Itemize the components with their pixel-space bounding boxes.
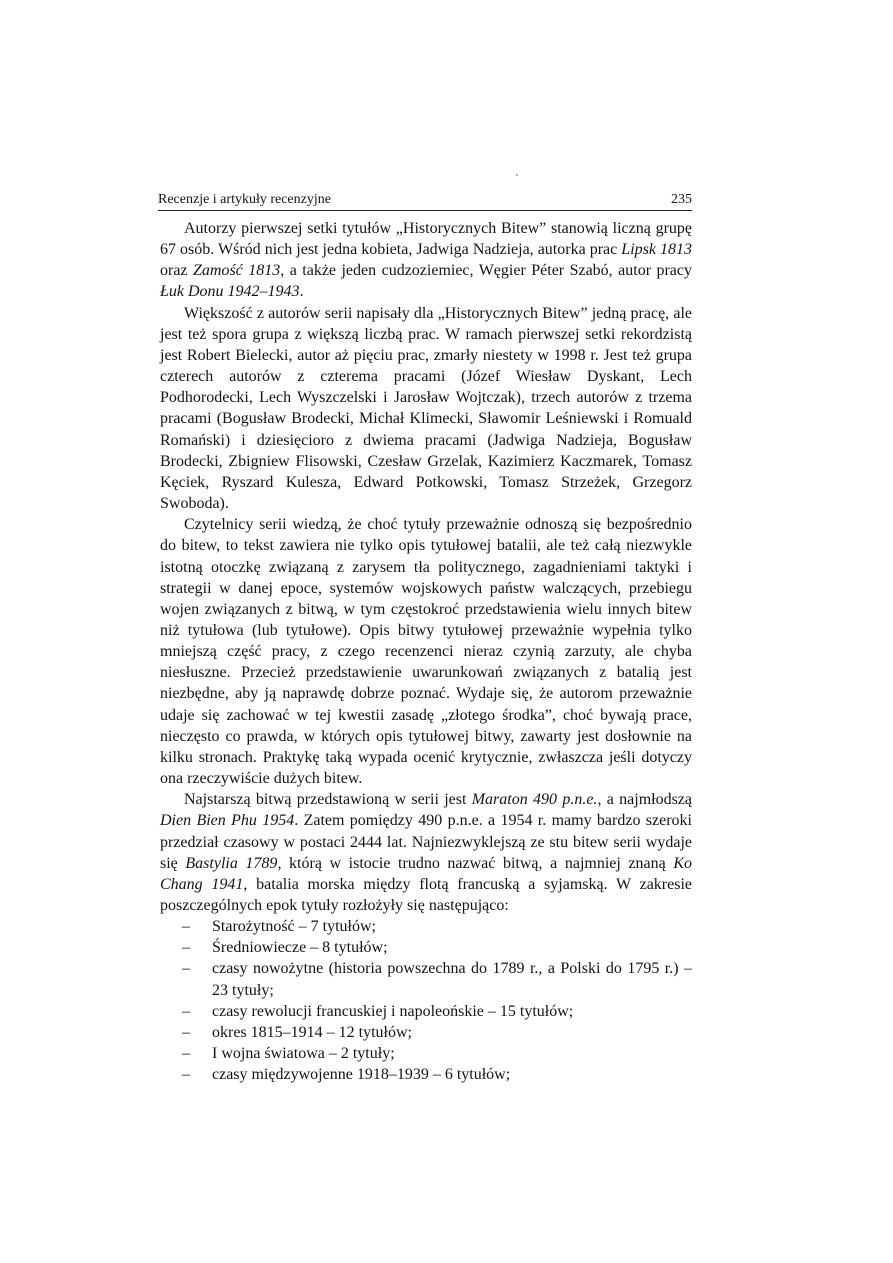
paragraph-author-counts: Większość z autorów serii napisały dla „Historycznych Bitew” jedną pracę, ale jest też spora grupa z większą liczbą prac. W ramach pierwszej setki rekordzistą jest Robert Bielecki, autor aż pięciu prac, zmarły niestety w 1998 r. Jest też grupa czterech autorów z czterema pracami (Józef Wiesław Dyskant, Lech Podhorodecki, Lech Wyszczelski i Jarosław Wojtczak), trzech autorów z trzema pracami (Bogusław Brodecki, Michał Klimecki, Sławomir Leśniewski i Romuald Romański) i dziesięcioro z dwiema pracami (Jadwiga Nadzieja, Bogusław Brodecki, Zbigniew Flisowski, Czesław Grzelak, Kazimierz Kaczmarek, Tomasz Kęciek, Ryszard Kulesza, Edward Potkowski, Tomasz Strzeżek, Grzegorz Swoboda). xyxy=(160,304,692,513)
scan-speck xyxy=(516,174,518,176)
list-item: – czasy nowożytne (historia powszechna do 1789 r., a Polski do 1795 r.) – 23 tytuły; xyxy=(160,958,692,1000)
running-header xyxy=(158,191,692,211)
title-luk-donu: Łuk Donu 1942–1943 xyxy=(160,283,300,301)
list-item: – Średniowiecze – 8 tytułów; xyxy=(160,937,692,958)
paragraph-readers: Czytelnicy serii wiedzą, że choć tytuły przeważnie odnoszą się bezpośrednio do bitew, to tekst zawiera nie tylko opis tytułowej batalii, ale też całą niezwykle istotną otoczkę związaną z zarysem tła politycznego, zagadnieniami taktyki i strategii w danej epoce, systemów wojskowych państw walczących, przebiegu wojen związanych z bitwą, w tym częstokroć przedstawienia wielu innych bitew niż tytułowa (lub tytułowe). Opis bitwy tytułowej przeważnie wypełnia tylko mniejszą część pracy, z czego recenzenci nieraz czynią zarzuty, ale chyba niesłuszne. Przecież przedstawienie uwarunkowań związanych z batalią jest niezbędne, aby ją naprawdę dobrze poznać. Wydaje się, że autorom przeważnie udaje się zachować w tej kwestii zasadę „złotego środka”, choć bywają prace, nieczęsto co prawda, w których opis tytułowej bitwy, zawarty jest dosłownie na kilku stronach. Praktykę taką wypada ocenić krytycznie, zwłaszcza jeśli dotyczy ona rzeczywiście dużych bitew. xyxy=(160,516,692,788)
title-bastylia: Bastylia 1789 xyxy=(185,854,278,872)
list-item: – czasy międzywojenne 1918–1939 – 6 tytułów; xyxy=(160,1064,692,1085)
paragraph-timespan: Najstarszą bitwą przedstawioną w serii jest Maraton 490 p.n.e., a najmłodszą Dien Bien Phu 1954. Zatem pomiędzy 490 p.n.e. a 1954 r. mamy bardzo szeroki przedział czasowy w postaci 2444 lat. Najniezwyklejszą ze stu bitew serii wydaje się Bastylia 1789, którą w istocie trudno nazwać bitwą, a najmniej znaną Ko Chang 1941, batalia morska między flotą francuską a syjamską. W zakresie poszczególnych epok tytuły rozłożyły się następująco: xyxy=(160,791,693,914)
title-dien-bien-phu: Dien Bien Phu 1954 xyxy=(160,812,295,830)
paragraph-authors: Autorzy pierwszej setki tytułów „Historycznych Bitew” stanowią liczną grupę 67 osób. Wśród nich jest jedna kobieta, Jadwiga Nadzieja, autorka prac Lipsk 1813 oraz Zamość 1813, a także jeden cudzoziemiec, Węgier Péter Szabó, autor pracy Łuk Donu 1942–1943. xyxy=(160,220,693,301)
list-item: – Starożytność – 7 tytułów; xyxy=(160,916,692,937)
list-item: – okres 1815–1914 – 12 tytułów; xyxy=(160,1022,692,1043)
running-title: Recenzje i artykuły recenzyjne xyxy=(158,192,331,207)
body-text xyxy=(160,218,692,1085)
title-ko-chang: Ko Chang 1941 xyxy=(160,854,693,893)
title-maraton: Maraton 490 p.n.e. xyxy=(471,791,598,809)
list-item: – czasy rewolucji francuskiej i napoleońskie – 15 tytułów; xyxy=(160,1001,692,1022)
title-lipsk: Lipsk 1813 xyxy=(621,241,693,259)
list-item: – I wojna światowa – 2 tytuły; xyxy=(160,1043,692,1064)
title-zamosc: Zamość 1813 xyxy=(193,262,281,280)
page-number: 235 xyxy=(671,192,692,207)
period-list xyxy=(160,916,692,1085)
